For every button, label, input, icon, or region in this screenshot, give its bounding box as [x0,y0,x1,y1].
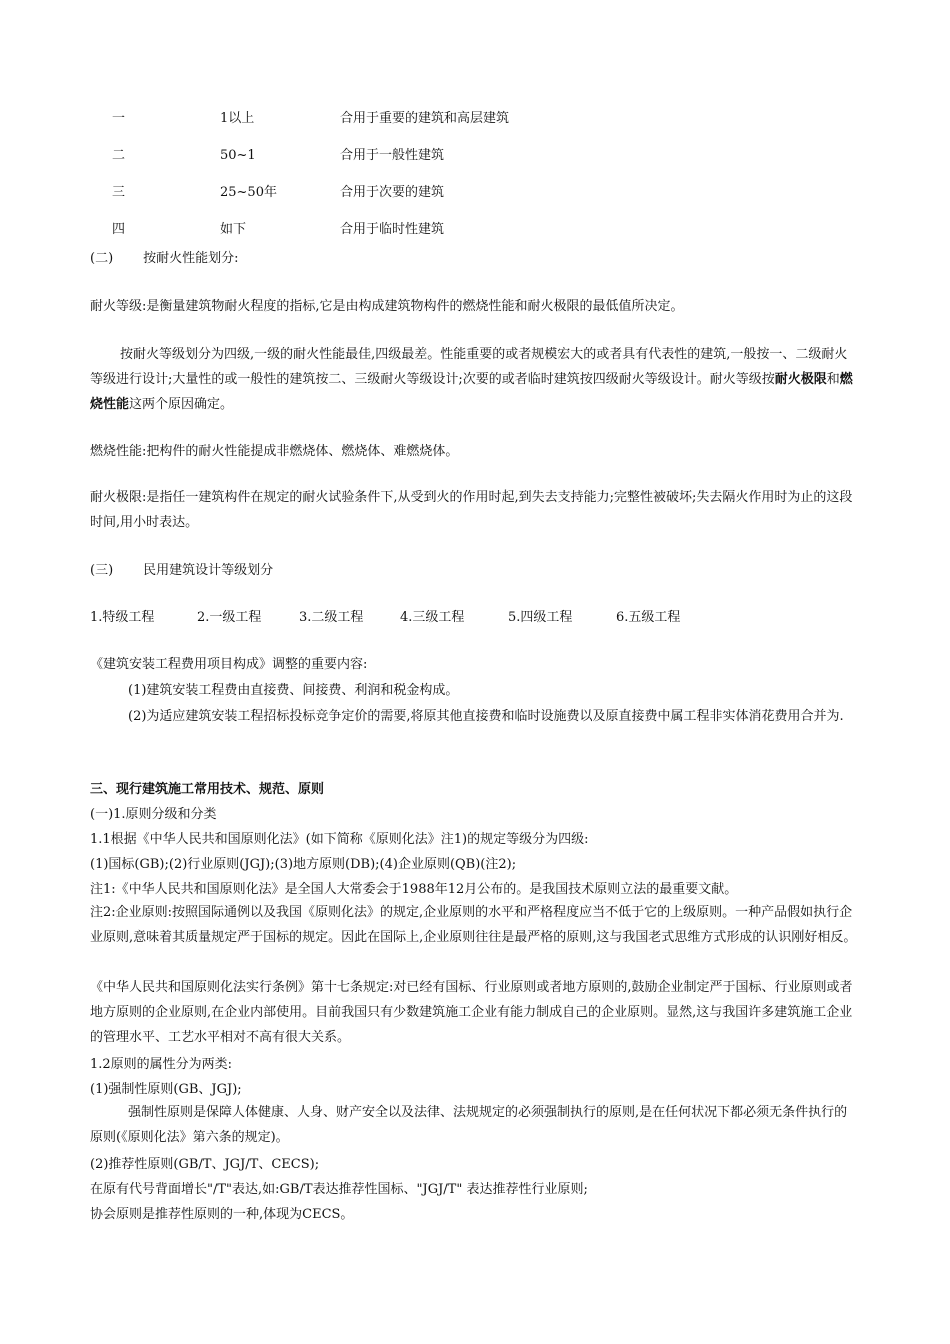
paragraph: (1)国标(GB);(2)行业原则(JGJ);(3)地方原则(DB);(4)企业原则(QB)(注2); [90,857,517,872]
section-heading [90,250,239,268]
section-title: 按耐火性能划分: [143,251,239,266]
table-use: 合用于次要的建筑 [340,185,445,200]
chapter-heading: 三、现行建筑施工常用技术、规范、原则 [90,782,325,797]
bold-term: 耐火极限 [774,372,827,387]
list-item: (1)建筑安装工程费由直接费、间接费、利润和税金构成。 [128,683,459,698]
paragraph: 耐火等级:是衡量建筑物耐火程度的指标,它是由构成建筑物构件的燃烧性能和耐火极限的最低值所决定。 [90,299,684,314]
note: 注1:《中华人民共和国原则化法》是全国人大常委会于1988年12月公布的。是我国技术原则立法的最重要文献。 [90,882,738,897]
paragraph: 1.2原则的属性分为两类: [90,1057,233,1072]
grade-item: 3.二级工程 [299,610,364,625]
grade-item: 6.五级工程 [616,610,681,625]
paragraph: 在原有代号背面增长"/T"表达,如:GB/T表达推荐性国标、"JGJ/T" 表达推荐性行业原则; [90,1182,588,1197]
list-item: (2)为适应建筑安装工程招标投标竞争定价的需要,将原其他直接费和临时设施费以及原直接费中属工程非实体消花费用合并为. [128,709,844,724]
table-years: 1以上 [220,111,255,126]
table-level: 二 [112,148,126,163]
table-level: 四 [112,222,126,237]
note: 注2:企业原则:按照国际通例以及我国《原则化法》的规定,企业原则的水平和严格程度应当不低于它的上级原则。一种产品假如执行企业原则,意味着其质量规定严于国标的规定。因此在国际上,企业原则往往是最严格的原则,这与我国老式思维方式形成的认识刚好相反。 [90,905,857,945]
table-years: 如下 [220,222,247,237]
paragraph: 燃烧性能:把构件的耐火性能提成非燃烧体、燃烧体、难燃烧体。 [90,444,459,459]
paragraph: 协会原则是推荐性原则的一种,体现为CECS。 [90,1207,354,1222]
section-heading [90,562,273,580]
table-level: 一 [112,111,126,126]
table-years: 25~50年 [220,185,277,200]
paragraph: 《建筑安装工程费用项目构成》调整的重要内容: [90,657,368,672]
table-use: 合用于重要的建筑和高层建筑 [340,111,510,126]
paragraph: (2)推荐性原则(GB/T、JGJ/T、CECS); [90,1157,320,1172]
table-use: 合用于临时性建筑 [340,222,445,237]
bold-term: 燃烧性能 [90,372,853,412]
grade-item: 1.特级工程 [90,610,155,625]
table-use: 合用于一般性建筑 [340,148,445,163]
section-number: (二) [90,251,114,266]
grade-item: 5.四级工程 [508,610,573,625]
grade-item: 4.三级工程 [400,610,465,625]
paragraph: 耐火极限:是指任一建筑构件在规定的耐火试验条件下,从受到火的作用时起,到失去支持能力;完整性被破坏;失去隔火作用时为止的这段时间,用小时表达。 [90,490,853,530]
paragraph: (1)强制性原则(GB、JGJ); [90,1082,242,1097]
section-number: (三) [90,563,114,578]
paragraph: 按耐火等级划分为四级,一级的耐火性能最佳,四级最差。性能重要的或者规模宏大的或者具有代表性的建筑,一般按一、二级耐火等级进行设计;大量性的或一般性的建筑按二、三级耐火等级设计;次要的或者临时建筑按四级耐火等级设计。耐火等级按耐火极限和燃烧性能这两个原因确定。 [90,347,853,412]
section-title: 民用建筑设计等级划分 [143,563,274,578]
table-years: 50~1 [220,148,256,163]
table-level: 三 [112,185,126,200]
paragraph: 强制性原则是保障人体健康、人身、财产安全以及法律、法规规定的必须强制执行的原则,是在任何状况下都必须无条件执行的原则(《原则化法》第六条的规定)。 [90,1105,848,1145]
paragraph: (一)1.原则分级和分类 [90,807,217,822]
paragraph: 《中华人民共和国原则化法实行条例》第十七条规定:对已经有国标、行业原则或者地方原则的,鼓励企业制定严于国标、行业原则或者地方原则的企业原则,在企业内部使用。目前我国只有少数建筑施工企业有能力制成自己的企业原则。显然,这与我国许多建筑施工企业的管理水平、工艺水平相对不高有很大关系。 [90,980,853,1045]
grade-item: 2.一级工程 [197,610,262,625]
paragraph: 1.1根据《中华人民共和国原则化法》(如下简称《原则化法》注1)的规定等级分为四级: [90,832,589,847]
